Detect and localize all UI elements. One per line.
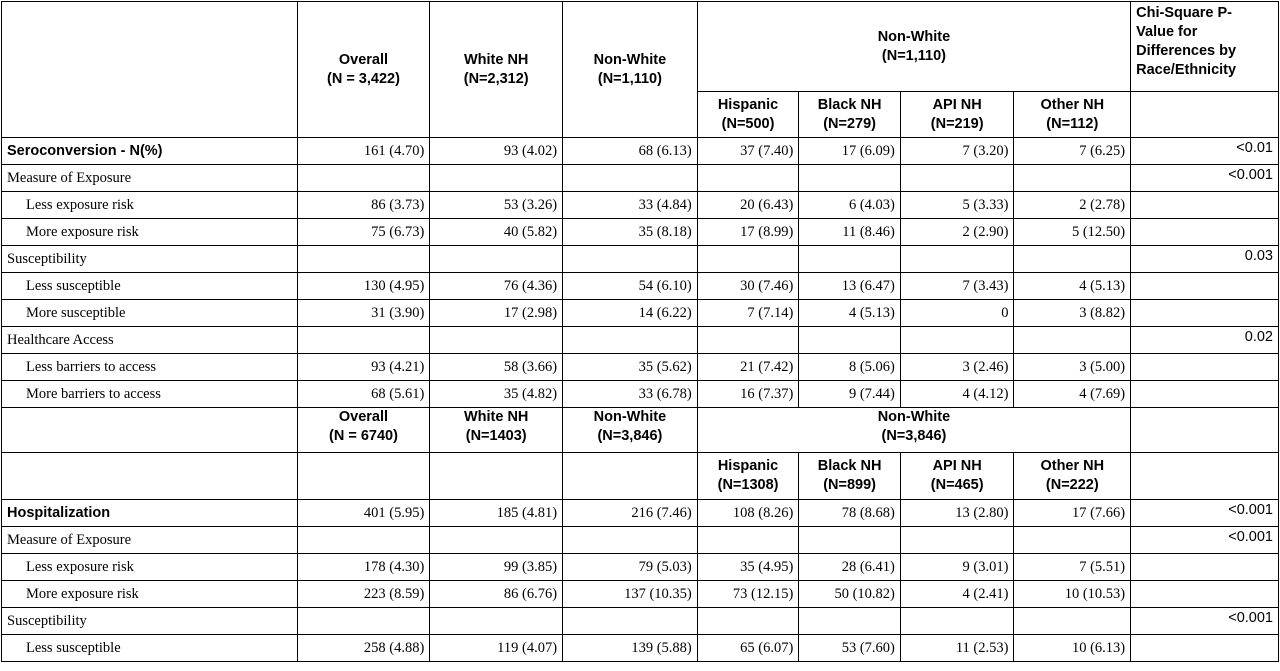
value-cell: 17 (7.66) (1014, 500, 1131, 527)
value-cell: 0 (900, 300, 1014, 327)
value-cell: 108 (8.26) (697, 500, 799, 527)
corner-cell (2, 408, 298, 453)
value-cell: 13 (6.47) (799, 273, 901, 300)
chi-square-empty-cell (1131, 408, 1279, 453)
p-value-cell (1131, 273, 1279, 300)
value-cell (697, 327, 799, 354)
value-cell: 401 (5.95) (297, 500, 430, 527)
value-cell: 4 (7.69) (1014, 381, 1131, 408)
p-value-cell (1131, 219, 1279, 246)
value-cell (799, 527, 901, 554)
value-cell: 9 (7.44) (799, 381, 901, 408)
p-value-cell (1131, 354, 1279, 381)
value-cell (430, 165, 563, 192)
value-cell (1014, 327, 1131, 354)
value-cell: 5 (12.50) (1014, 219, 1131, 246)
value-cell: 3 (8.82) (1014, 300, 1131, 327)
value-cell: 8 (5.06) (799, 354, 901, 381)
value-cell: 33 (4.84) (563, 192, 698, 219)
value-cell: 21 (7.42) (697, 354, 799, 381)
value-cell: 50 (10.82) (799, 581, 901, 608)
chi-square-empty-cell (1131, 453, 1279, 500)
col-api-header: API NH (N=465) (900, 453, 1014, 500)
row-label: Susceptibility (2, 246, 298, 273)
value-cell: 86 (3.73) (297, 192, 430, 219)
value-cell: 4 (2.41) (900, 581, 1014, 608)
table-row (2, 246, 1279, 273)
corner-cell (2, 2, 298, 138)
value-cell: 130 (4.95) (297, 273, 430, 300)
value-cell: 3 (2.46) (900, 354, 1014, 381)
value-cell (799, 327, 901, 354)
value-cell (563, 327, 698, 354)
p-value-cell (1131, 635, 1279, 662)
p-value-cell: 0.02 (1131, 327, 1279, 354)
value-cell: 14 (6.22) (563, 300, 698, 327)
value-cell: 40 (5.82) (430, 219, 563, 246)
p-value-cell: <0.001 (1131, 165, 1279, 192)
value-cell: 4 (5.13) (799, 300, 901, 327)
table-row (2, 500, 1279, 527)
value-cell (430, 246, 563, 273)
row-label: Seroconversion - N(%) (2, 138, 298, 165)
value-cell (697, 527, 799, 554)
table-row (2, 327, 1279, 354)
table-row (2, 381, 1279, 408)
value-cell (297, 608, 430, 635)
value-cell (297, 527, 430, 554)
value-cell: 75 (6.73) (297, 219, 430, 246)
col-other-header: Other NH (N=222) (1014, 453, 1131, 500)
value-cell (563, 165, 698, 192)
value-cell: 9 (3.01) (900, 554, 1014, 581)
value-cell: 37 (7.40) (697, 138, 799, 165)
col-white-header: White NH (N=2,312) (430, 2, 563, 138)
row-label: More exposure risk (2, 219, 298, 246)
value-cell (900, 327, 1014, 354)
value-cell: 73 (12.15) (697, 581, 799, 608)
table-row (2, 192, 1279, 219)
table-row (2, 138, 1279, 165)
value-cell: 68 (5.61) (297, 381, 430, 408)
value-cell: 185 (4.81) (430, 500, 563, 527)
header-row (2, 408, 1279, 453)
row-label: Less exposure risk (2, 554, 298, 581)
table-row (2, 581, 1279, 608)
value-cell: 4 (5.13) (1014, 273, 1131, 300)
value-cell: 99 (3.85) (430, 554, 563, 581)
value-cell: 10 (10.53) (1014, 581, 1131, 608)
nonwhite-group-header: Non-White (N=3,846) (697, 408, 1130, 453)
value-cell (799, 165, 901, 192)
value-cell (430, 527, 563, 554)
value-cell: 30 (7.46) (697, 273, 799, 300)
value-cell (1014, 527, 1131, 554)
row-label: Less exposure risk (2, 192, 298, 219)
col-white-header: White NH (N=1403) (430, 408, 563, 453)
p-value-cell: 0.03 (1131, 246, 1279, 273)
row-label: More susceptible (2, 300, 298, 327)
col-api-header: API NH (N=219) (900, 92, 1014, 138)
row-label: Susceptibility (2, 608, 298, 635)
table-row (2, 219, 1279, 246)
value-cell (697, 165, 799, 192)
p-value-cell: <0.001 (1131, 527, 1279, 554)
value-cell: 11 (8.46) (799, 219, 901, 246)
p-value-cell (1131, 581, 1279, 608)
value-cell (563, 608, 698, 635)
p-value-cell (1131, 554, 1279, 581)
value-cell: 58 (3.66) (430, 354, 563, 381)
table-row (2, 165, 1279, 192)
value-cell: 6 (4.03) (799, 192, 901, 219)
value-cell: 7 (7.14) (697, 300, 799, 327)
row-label: Measure of Exposure (2, 165, 298, 192)
subheader-row (2, 453, 1279, 500)
row-label: Hospitalization (2, 500, 298, 527)
value-cell: 78 (8.68) (799, 500, 901, 527)
p-value-cell (1131, 300, 1279, 327)
value-cell (563, 246, 698, 273)
value-cell (799, 608, 901, 635)
value-cell: 4 (4.12) (900, 381, 1014, 408)
value-cell: 7 (3.43) (900, 273, 1014, 300)
header-row (2, 2, 1279, 92)
value-cell: 53 (3.26) (430, 192, 563, 219)
col-hispanic-header: Hispanic (N=1308) (697, 453, 799, 500)
value-cell: 137 (10.35) (563, 581, 698, 608)
value-cell: 86 (6.76) (430, 581, 563, 608)
table-row (2, 273, 1279, 300)
value-cell: 223 (8.59) (297, 581, 430, 608)
value-cell (697, 608, 799, 635)
col-hispanic-header: Hispanic (N=500) (697, 92, 799, 138)
value-cell: 17 (6.09) (799, 138, 901, 165)
value-cell: 10 (6.13) (1014, 635, 1131, 662)
value-cell (900, 608, 1014, 635)
value-cell: 161 (4.70) (297, 138, 430, 165)
results-table (1, 1, 1279, 662)
row-label: Measure of Exposure (2, 527, 298, 554)
value-cell: 20 (6.43) (697, 192, 799, 219)
value-cell: 35 (4.95) (697, 554, 799, 581)
value-cell (799, 246, 901, 273)
table-row (2, 608, 1279, 635)
value-cell: 2 (2.78) (1014, 192, 1131, 219)
table-row (2, 635, 1279, 662)
col-nonwhite-header: Non-White (N=1,110) (563, 2, 698, 138)
value-cell: 17 (8.99) (697, 219, 799, 246)
value-cell: 16 (7.37) (697, 381, 799, 408)
value-cell (1014, 608, 1131, 635)
value-cell (900, 527, 1014, 554)
col-black-header: Black NH (N=279) (799, 92, 901, 138)
p-value-cell (1131, 381, 1279, 408)
col-overall-header: Overall (N = 3,422) (297, 2, 430, 138)
value-cell: 139 (5.88) (563, 635, 698, 662)
value-cell: 93 (4.21) (297, 354, 430, 381)
value-cell: 54 (6.10) (563, 273, 698, 300)
col-nonwhite-header: Non-White (N=3,846) (563, 408, 698, 453)
value-cell (297, 246, 430, 273)
empty-cell (563, 453, 698, 500)
table-row (2, 527, 1279, 554)
table-row (2, 354, 1279, 381)
row-label: Less susceptible (2, 273, 298, 300)
row-label: Less susceptible (2, 635, 298, 662)
value-cell: 68 (6.13) (563, 138, 698, 165)
value-cell: 33 (6.78) (563, 381, 698, 408)
value-cell: 35 (5.62) (563, 354, 698, 381)
value-cell: 178 (4.30) (297, 554, 430, 581)
value-cell (900, 165, 1014, 192)
value-cell: 53 (7.60) (799, 635, 901, 662)
value-cell: 7 (6.25) (1014, 138, 1131, 165)
col-other-header: Other NH (N=112) (1014, 92, 1131, 138)
value-cell (697, 246, 799, 273)
chi-square-header: Chi-Square P- Value for Differences by Race/Ethnicity (1131, 2, 1279, 92)
value-cell: 79 (5.03) (563, 554, 698, 581)
row-label: Less barriers to access (2, 354, 298, 381)
row-label: More exposure risk (2, 581, 298, 608)
value-cell (297, 327, 430, 354)
value-cell: 2 (2.90) (900, 219, 1014, 246)
value-cell (1014, 246, 1131, 273)
value-cell: 258 (4.88) (297, 635, 430, 662)
table-row (2, 300, 1279, 327)
value-cell: 35 (4.82) (430, 381, 563, 408)
value-cell: 93 (4.02) (430, 138, 563, 165)
value-cell (430, 608, 563, 635)
value-cell: 7 (3.20) (900, 138, 1014, 165)
row-label: Healthcare Access (2, 327, 298, 354)
p-value-cell: <0.01 (1131, 138, 1279, 165)
p-value-cell (1131, 192, 1279, 219)
value-cell: 11 (2.53) (900, 635, 1014, 662)
value-cell: 17 (2.98) (430, 300, 563, 327)
value-cell (1014, 165, 1131, 192)
value-cell: 28 (6.41) (799, 554, 901, 581)
value-cell: 5 (3.33) (900, 192, 1014, 219)
value-cell: 119 (4.07) (430, 635, 563, 662)
value-cell: 31 (3.90) (297, 300, 430, 327)
value-cell (900, 246, 1014, 273)
col-black-header: Black NH (N=899) (799, 453, 901, 500)
value-cell: 35 (8.18) (563, 219, 698, 246)
table-row (2, 554, 1279, 581)
value-cell (430, 327, 563, 354)
value-cell: 3 (5.00) (1014, 354, 1131, 381)
p-value-cell: <0.001 (1131, 608, 1279, 635)
nonwhite-group-header: Non-White (N=1,110) (697, 2, 1130, 92)
value-cell: 65 (6.07) (697, 635, 799, 662)
value-cell (297, 165, 430, 192)
empty-cell (430, 453, 563, 500)
chi-square-empty-cell (1131, 92, 1279, 138)
value-cell: 13 (2.80) (900, 500, 1014, 527)
value-cell: 76 (4.36) (430, 273, 563, 300)
value-cell: 216 (7.46) (563, 500, 698, 527)
value-cell (563, 527, 698, 554)
corner-cell (2, 453, 298, 500)
p-value-cell: <0.001 (1131, 500, 1279, 527)
empty-cell (297, 453, 430, 500)
col-overall-header: Overall (N = 6740) (297, 408, 430, 453)
row-label: More barriers to access (2, 381, 298, 408)
value-cell: 7 (5.51) (1014, 554, 1131, 581)
